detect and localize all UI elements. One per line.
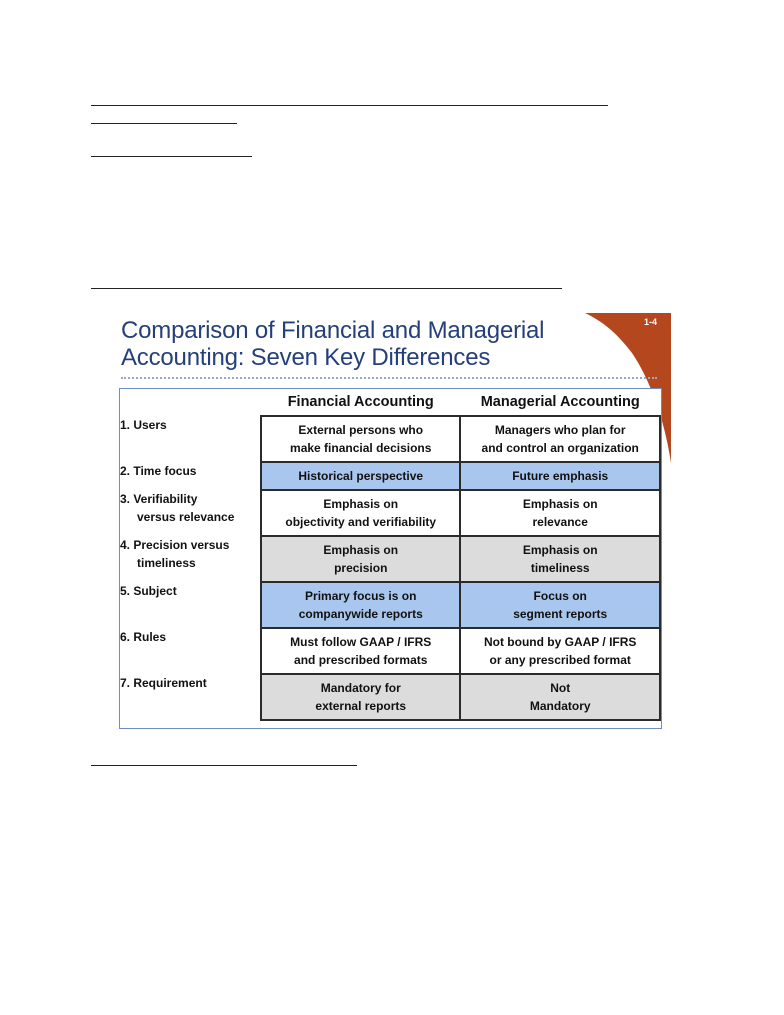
cell-line: Future emphasis <box>512 469 609 483</box>
table-row <box>120 582 660 628</box>
slide-title-line: Comparison of Financial and Managerial <box>121 317 545 344</box>
table-row <box>120 674 660 720</box>
header-managerial: Managerial Accounting <box>480 394 640 410</box>
cell-line: and control an organization <box>481 441 639 455</box>
financial-cell <box>261 536 460 582</box>
slide-number: 1-4 <box>643 317 657 327</box>
cell-line: precision <box>334 561 388 575</box>
cell-line: External persons who <box>298 423 424 437</box>
financial-cell <box>261 674 460 720</box>
comparison-table <box>120 389 661 721</box>
table-row <box>120 536 660 582</box>
cell-line: Mandatory <box>529 699 591 713</box>
cell-line: make financial decisions <box>290 441 432 455</box>
table-row <box>120 462 660 490</box>
managerial-cell <box>460 490 660 536</box>
row-label-line: 3. Verifiability <box>120 492 198 506</box>
slide-title <box>121 317 591 371</box>
managerial-cell <box>460 674 660 720</box>
cell-line: Mandatory for <box>320 681 401 695</box>
text-line <box>91 156 252 157</box>
text-line <box>91 123 237 124</box>
managerial-cell <box>460 462 660 490</box>
cell-line: Historical perspective <box>298 469 424 483</box>
comparison-slide <box>117 313 671 733</box>
cell-line: Not <box>550 681 571 695</box>
header-empty <box>120 389 261 416</box>
row-label-line: 5. Subject <box>120 584 177 598</box>
financial-cell <box>261 582 460 628</box>
cell-line: timeliness <box>530 561 590 575</box>
cell-line: Managers who plan for <box>494 423 626 437</box>
row-label-line: 1. Users <box>120 418 167 432</box>
table-row <box>120 416 660 462</box>
cell-line: or any prescribed format <box>489 653 631 667</box>
row-label-line: 2. Time focus <box>120 464 197 478</box>
text-line <box>91 288 562 289</box>
cell-line: companywide reports <box>298 607 423 621</box>
cell-line: segment reports <box>513 607 608 621</box>
slide-title-line: Accounting: Seven Key Differences <box>121 344 491 371</box>
row-label-line: 7. Requirement <box>120 676 207 690</box>
comparison-table-frame <box>119 388 662 729</box>
cell-line: relevance <box>532 515 588 529</box>
text-line <box>91 105 608 106</box>
row-label-line: versus relevance <box>137 510 235 524</box>
cell-line: Emphasis on <box>323 497 399 511</box>
financial-cell <box>261 462 460 490</box>
cell-line: Not bound by GAAP / IFRS <box>483 635 637 649</box>
cell-line: objectivity and verifiability <box>285 515 437 529</box>
row-label <box>120 536 261 582</box>
financial-cell <box>261 416 460 462</box>
row-label <box>120 674 261 720</box>
cell-line: Primary focus is on <box>305 589 417 603</box>
cell-line: external reports <box>315 699 407 713</box>
row-label <box>120 628 261 674</box>
managerial-cell <box>460 628 660 674</box>
row-label <box>120 416 261 462</box>
table-row <box>120 628 660 674</box>
cell-line: Emphasis on <box>522 543 598 557</box>
table-header-row <box>120 389 660 416</box>
cell-line: Focus on <box>533 589 587 603</box>
cell-line: and prescribed formats <box>294 653 428 667</box>
row-label <box>120 490 261 536</box>
managerial-cell <box>460 416 660 462</box>
cell-line: Must follow GAAP / IFRS <box>290 635 432 649</box>
managerial-cell <box>460 582 660 628</box>
table-row <box>120 490 660 536</box>
row-label-line: timeliness <box>137 556 196 570</box>
header-financial: Financial Accounting <box>287 394 434 410</box>
row-label-line: 4. Precision versus <box>120 538 230 552</box>
financial-cell <box>261 628 460 674</box>
managerial-cell <box>460 536 660 582</box>
row-label <box>120 582 261 628</box>
title-divider <box>121 377 657 379</box>
cell-line: Emphasis on <box>323 543 399 557</box>
row-label-line: 6. Rules <box>120 630 167 644</box>
financial-cell <box>261 490 460 536</box>
cell-line: Emphasis on <box>522 497 598 511</box>
text-line <box>91 765 357 766</box>
row-label <box>120 462 261 490</box>
